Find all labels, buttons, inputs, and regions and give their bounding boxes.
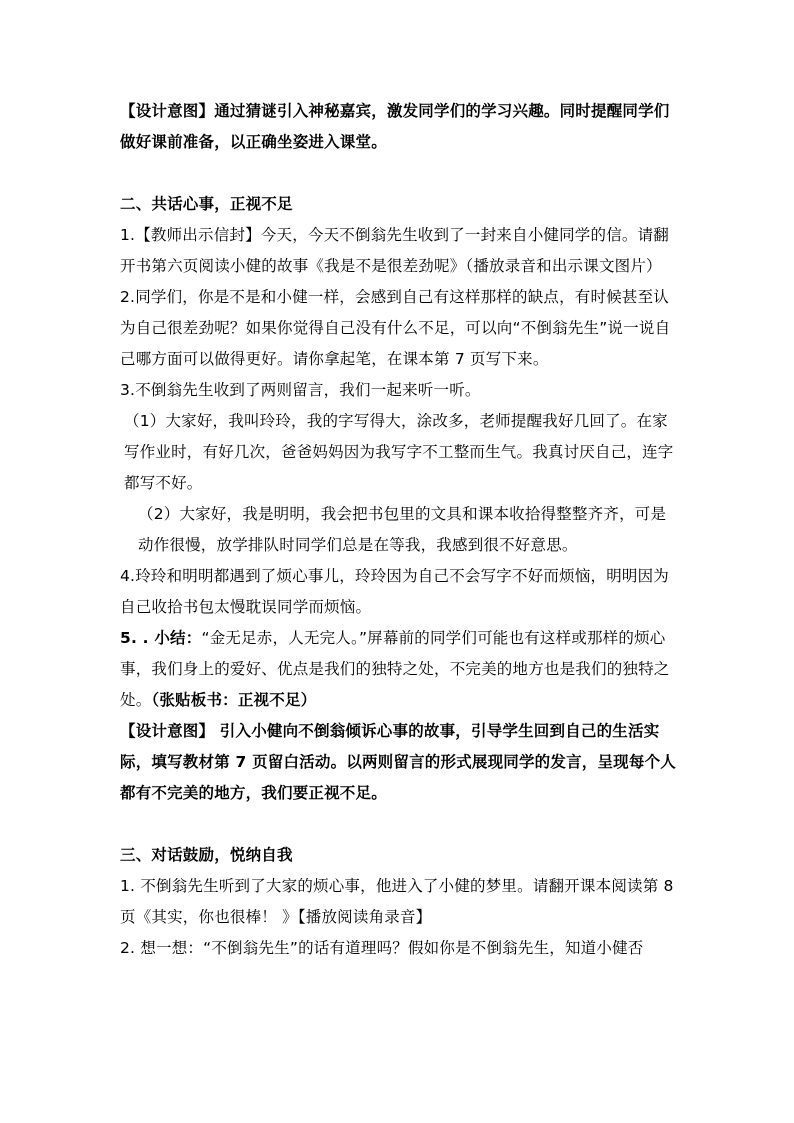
section-3-item-2: 2. 想一想：“不倒翁先生”的话有道理吗？假如你是不倒翁先生，知道小健否: [120, 939, 644, 957]
message-1: （1）大家好，我叫玲玲，我的字写得大，涂改多，老师提醒我好几回了。在家写作业时，有好几次，爸爸妈妈因为我写字不工整而生气。我真讨厌自己，连字都写不好。: [124, 412, 674, 492]
section-2-heading: 二、共话心事，正视不足: [120, 195, 293, 213]
design-intent-1: 【设计意图】通过猜谜引入神秘嘉宾，激发同学们的学习兴趣。同时提醒同学们做好课前准备，以正确坐姿进入课堂。: [120, 102, 670, 151]
section-2-item-2: 2.同学们，你是不是和小健一样，会感到自己有这样那样的缺点，有时候甚至认为自己很差劲呢？如果你觉得自己没有什么不足，可以向“不倒翁先生”说一说自己哪方面可以做得更好。请你拿起笔，在课本第 7 页写下来。: [120, 288, 671, 368]
message-2: （2）大家好，我是明明，我会把书包里的文具和课本收拾得整整齐齐，可是动作很慢，放学排队时同学们总是在等我，我感到很不好意思。: [138, 505, 667, 554]
summary-label: 5. . 小结：: [120, 629, 202, 647]
section-2-item-1: 1.【教师出示信封】今天，今天不倒翁先生收到了一封来自小健同学的信。请翻开书第六页阅读小健的故事《我是不是很差劲呢》（播放录音和出示课文图片）: [120, 226, 669, 275]
document-page: [120, 96, 680, 964]
summary-text: “金无足赤，人无完人。”屏幕前的同学们可能也有这样或那样的烦心事，我们身上的爱好、优点是我们的独特之处，不完美的地方也是我们的独特之处。: [120, 629, 670, 709]
design-intent-2: 【设计意图】 引入小健向不倒翁倾诉心事的故事，引导学生回到自己的生活实际，填写教材第 7 页留白活动。以两则留言的形式展现同学的发言，呈现每个人都有不完美的地方，我们要正视不足。: [120, 722, 676, 802]
spacer: [120, 158, 680, 189]
section-3-item-1: 1. 不倒翁先生听到了大家的烦心事，他进入了小健的梦里。请翻开课本阅读第 8 页《其实，你也很棒！ 》【播放阅读角录音】: [120, 877, 674, 926]
section-3-heading: 三、对话鼓励，悦纳自我: [120, 846, 293, 864]
section-2-item-3: 3.不倒翁先生收到了两则留言，我们一起来听一听。: [120, 381, 481, 399]
section-2-item-5: [120, 623, 680, 716]
spacer: [120, 809, 680, 840]
board-note: （张贴板书：正视不足）: [151, 691, 317, 709]
section-2-item-4: 4.玲玲和明明都遇到了烦心事儿，玲玲因为自己不会写字不好而烦恼，明明因为自己收拾书包太慢耽误同学而烦恼。: [120, 567, 669, 616]
